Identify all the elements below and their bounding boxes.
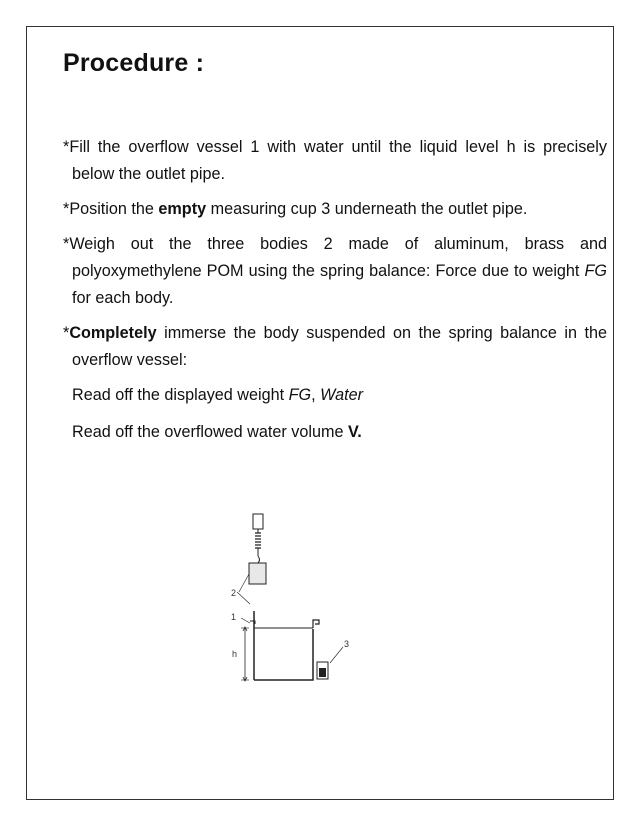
label-level: h — [232, 649, 238, 659]
leader-line-body — [237, 592, 250, 604]
step-text: Weigh out the three bodies 2 made of aluminum, brass and polyoxymethylene POM using the spring balance: Force due to weight — [69, 235, 607, 280]
substep-read-weight — [63, 382, 607, 409]
substep-emphasis: V. — [347, 423, 362, 441]
cup-contents — [319, 668, 326, 677]
vessel-outline-icon — [254, 629, 313, 680]
step-fill-vessel — [63, 134, 607, 188]
step-immerse-body — [63, 320, 607, 374]
procedure-steps — [63, 134, 607, 456]
step-bullet: * — [63, 138, 70, 156]
spring-balance-icon — [253, 514, 263, 529]
step-text: measuring cup 3 underneath the outlet pipe. — [206, 200, 528, 218]
test-body-icon — [249, 563, 266, 584]
step-bullet: * — [63, 235, 70, 253]
outlet-pipe-icon — [313, 620, 319, 628]
substep-italic: Water — [320, 386, 363, 404]
step-text: for each body. — [72, 289, 174, 307]
step-italic: FG — [584, 262, 607, 280]
step-text: Fill the overflow vessel 1 with water until the liquid level h is precisely below the outlet pipe. — [69, 138, 607, 183]
document-page — [26, 26, 614, 800]
step-text: Position the — [69, 200, 159, 218]
step-text: immerse the body suspended on the spring balance in the overflow vessel: — [72, 324, 607, 369]
substep-text: Read off the displayed weight — [72, 386, 289, 404]
substep-italic: FG — [288, 386, 312, 404]
substep-read-volume — [63, 419, 607, 446]
apparatus-figure — [187, 512, 350, 682]
substep-text: , — [311, 386, 321, 404]
page-title: Procedure : — [63, 49, 205, 77]
spring-icon — [255, 533, 261, 548]
substep-text: Read off the overflowed water volume — [72, 423, 348, 441]
step-position-cup — [63, 196, 607, 223]
label-cup: 3 — [344, 639, 350, 649]
step-weigh-bodies — [63, 231, 607, 312]
step-emphasis: empty — [158, 200, 207, 218]
label-body: 2 — [231, 588, 237, 598]
step-bullet: * — [63, 324, 70, 342]
hook-icon — [258, 556, 260, 563]
step-emphasis: Completely — [69, 324, 157, 342]
label-vessel: 1 — [231, 612, 237, 622]
step-bullet: * — [63, 200, 70, 218]
apparatus-diagram — [187, 512, 350, 682]
